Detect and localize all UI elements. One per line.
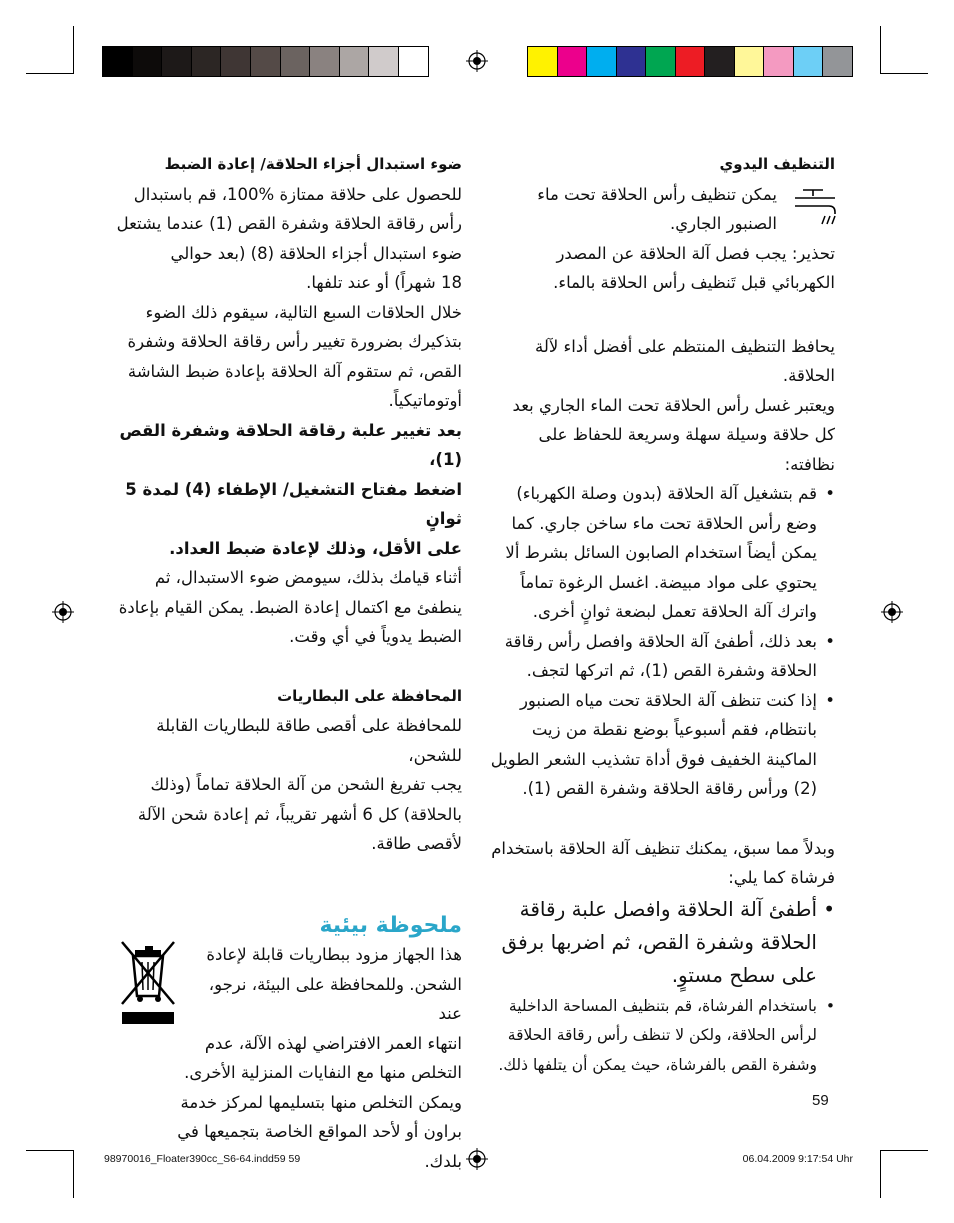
text-line: • باستخدام الفرشاة، قم بتنظيف المساحة الداخلية bbox=[508, 996, 817, 1015]
warning-line: الكهربائي قبل تَنظيف رأس الحلاقة بالماء. bbox=[553, 273, 835, 292]
text-line: يحتوي على مواد مبيضة. اغسل الرغوة تماماً bbox=[520, 572, 817, 592]
list-item bbox=[490, 627, 835, 686]
text-line: وشفرة القص بالفرشاة، حيث يمكن أن يتلفها ذلك. bbox=[498, 1055, 817, 1074]
text-line: • بعد ذلك، أطفئ آلة الحلاقة وافصل رأس رقاقة bbox=[504, 631, 817, 651]
text-line: انتهاء العمر الافتراضي لهذه الآلة، عدم bbox=[204, 1033, 462, 1053]
color-swatch bbox=[250, 46, 281, 77]
crop-mark bbox=[880, 1150, 928, 1151]
color-swatch bbox=[763, 46, 794, 77]
text-line: ينطفئ مع اكتمال إعادة الضبط. يمكن القيام بإعادة bbox=[118, 597, 462, 617]
color-swatch bbox=[368, 46, 399, 77]
crop-mark bbox=[73, 1150, 74, 1198]
text-line: الشحن. وللمحافظة على البيئة، نرجو، عند bbox=[208, 974, 462, 1023]
text-line: واترك آلة الحلاقة تعمل لبضعة ثوانٍ أخرى. bbox=[532, 602, 817, 621]
crop-mark bbox=[880, 73, 928, 74]
text-line: يمكن أيضاً استخدام الصابون السائل بشرط ألا bbox=[505, 543, 817, 562]
crop-mark bbox=[880, 1150, 881, 1198]
color-swatch bbox=[557, 46, 588, 77]
list-item bbox=[490, 893, 835, 992]
text-line: الحلاقة وشفرة القص (1)، ثم اتركها لتجف. bbox=[526, 661, 817, 680]
registration-mark-icon bbox=[466, 50, 488, 72]
manual-cleaning-block bbox=[490, 180, 835, 298]
text-line: الضبط يدوياً في أي وقت. bbox=[289, 627, 462, 646]
text-line: بلدك. bbox=[424, 1151, 462, 1171]
color-swatch bbox=[280, 46, 311, 77]
text-line: هذا الجهاز مزود ببطاريات قابلة لإعادة bbox=[206, 945, 462, 964]
footer-timestamp: 06.04.2009 9:17:54 Uhr bbox=[742, 1153, 853, 1165]
warning-line: تحذير: يجب فصل آلة الحلاقة عن المصدر bbox=[556, 243, 835, 263]
color-swatch bbox=[704, 46, 735, 77]
color-swatch bbox=[675, 46, 706, 77]
text-line: يمكن تنظيف رأس الحلاقة تحت ماء bbox=[537, 184, 777, 204]
environment-note-heading: ملحوظة بيئية bbox=[319, 912, 462, 938]
water-tap-icon bbox=[789, 186, 837, 226]
crop-mark bbox=[73, 26, 74, 74]
list-item bbox=[490, 479, 835, 627]
text-line: التخلص منها مع النفايات المنزلية الأخرى. bbox=[184, 1063, 462, 1082]
list-item bbox=[490, 992, 835, 1081]
text-line: ويعتبر غسل رأس الحلاقة تحت الماء الجاري بعد bbox=[512, 395, 835, 415]
color-swatch bbox=[191, 46, 222, 77]
color-swatch bbox=[309, 46, 340, 77]
text-line: كل حلاقة وسيلة سهلة وسريعة للحفاظ على نظافته: bbox=[538, 425, 835, 474]
text-line: خلال الحلاقات السبع التالية، سيقوم ذلك الضوء bbox=[145, 302, 462, 322]
color-swatch bbox=[586, 46, 617, 77]
right-column bbox=[490, 150, 835, 1080]
text-line: القص، ثم ستقوم آلة الحلاقة بإعادة ضبط الشاشة bbox=[127, 361, 462, 381]
registration-mark-icon bbox=[52, 601, 74, 623]
text-line: للحصول على حلاقة ممتازة ‎100%‎، قم باستبدال bbox=[133, 184, 462, 204]
text-line: بتذكيرك بضرورة تغيير رأس رقاقة الحلاقة وشفرة bbox=[127, 332, 462, 351]
text-line: وضع رأس الحلاقة تحت ماء ساخن جاري. كما bbox=[511, 513, 817, 533]
registration-mark-icon bbox=[881, 601, 903, 623]
text-line: (2) ورأس رقاقة الحلاقة وشفرة القص (1). bbox=[522, 779, 817, 798]
text-line: • قم بتشغيل آلة الحلاقة (بدون وصلة الكهرباء) bbox=[516, 484, 817, 503]
text-line: الحلاقة وشفرة القص، ثم اضربها برفق bbox=[501, 929, 817, 954]
color-swatch bbox=[527, 46, 558, 77]
text-line: للمحافظة على أقصى طاقة للبطاريات القابلة للشحن، bbox=[156, 716, 462, 765]
text-line: • إذا كنت تنظف آلة الحلاقة تحت مياه الصنبور bbox=[519, 690, 817, 710]
text-line: على سطح مستوٍ. bbox=[671, 962, 817, 987]
text-line: أوتوماتيكياً. bbox=[388, 391, 462, 410]
footer-filename: 98970016_Floater390cc_S6-64.indd59 59 bbox=[104, 1153, 301, 1165]
text-line: بالحلاقة) كل 6 أشهر تقريباً، ثم إعادة شحن الآلة bbox=[137, 804, 462, 824]
manual-cleaning-heading: التنظيف اليدوي bbox=[719, 155, 835, 173]
color-swatch bbox=[616, 46, 647, 77]
crossed-out-wheelie-bin-icon bbox=[118, 940, 178, 1032]
crop-mark bbox=[26, 1150, 74, 1151]
page-number: 59 bbox=[812, 1092, 829, 1109]
list-item bbox=[490, 686, 835, 804]
text-line: ويمكن التخلص منها بتسليمها لمركز خدمة bbox=[180, 1092, 462, 1112]
color-swatch bbox=[161, 46, 192, 77]
crop-mark bbox=[880, 26, 881, 74]
text-line: وبدلاً مما سبق، يمكنك تنظيف آلة الحلاقة باستخدام bbox=[491, 838, 835, 858]
text-line: الصنبور الجاري. bbox=[669, 214, 777, 233]
text-line: أثناء قيامك بذلك، سيومض ضوء الاستبدال، ثم bbox=[154, 568, 462, 587]
text-line: لرأس الحلاقة، ولكن لا تنظف رأس رقاقة الحلاقة bbox=[507, 1026, 817, 1044]
left-column bbox=[115, 150, 462, 1176]
text-line: الماكينة الخفيف فوق أداة تشذيب الشعر الطويل bbox=[490, 749, 817, 769]
color-swatch bbox=[132, 46, 163, 77]
color-swatch bbox=[220, 46, 251, 77]
text-line: 18 شهراً) أو عند تلفها. bbox=[306, 273, 462, 292]
text-line: على الأقل، وذلك لإعادة ضبط العداد. bbox=[169, 538, 462, 558]
text-line: فرشاة كما يلي: bbox=[728, 868, 835, 887]
color-swatch bbox=[398, 46, 429, 77]
environment-note-block bbox=[115, 940, 462, 1176]
text-line: رأس رقاقة الحلاقة وشفرة القص (1) عندما يشتعل bbox=[116, 214, 462, 233]
color-swatch bbox=[339, 46, 370, 77]
crop-mark bbox=[26, 73, 74, 74]
replacement-reset-heading: ضوء استبدال أجزاء الحلاقة/ إعادة الضبط bbox=[164, 155, 462, 173]
text-line: بعد تغيير علبة رقاقة الحلاقة وشفرة القص (1)، bbox=[119, 420, 462, 469]
color-swatch bbox=[645, 46, 676, 77]
color-swatch bbox=[734, 46, 765, 77]
registration-mark-icon bbox=[466, 1148, 488, 1170]
text-line: لأقصى طاقة. bbox=[371, 834, 462, 853]
text-line: • أطفئ آلة الحلاقة وافصل علبة رقاقة bbox=[519, 896, 817, 921]
text-line: براون أو لأحد المواقع الخاصة بتجميعها في bbox=[177, 1122, 462, 1141]
color-swatch bbox=[822, 46, 853, 77]
color-swatch bbox=[102, 46, 133, 77]
text-line: يحافظ التنظيف المنتظم على أفضل أداء لآلة الحلاقة. bbox=[535, 336, 835, 385]
manual-cleaning-text bbox=[490, 180, 835, 239]
text-line: ضوء استبدال أجزاء الحلاقة (8) (بعد حوالي bbox=[170, 243, 462, 263]
color-swatch bbox=[793, 46, 824, 77]
text-line: بانتظام، فقم أسبوعياً بوضع نقطة من زيت bbox=[531, 720, 817, 739]
battery-heading: المحافظة على البطاريات bbox=[277, 686, 462, 705]
text-line: يجب تفريغ الشحن من آلة الحلاقة تماماً (وذلك bbox=[150, 775, 462, 794]
text-line: اضغط مفتاح التشغيل/ الإطفاء (4) لمدة 5 ثوانٍ bbox=[125, 479, 462, 528]
